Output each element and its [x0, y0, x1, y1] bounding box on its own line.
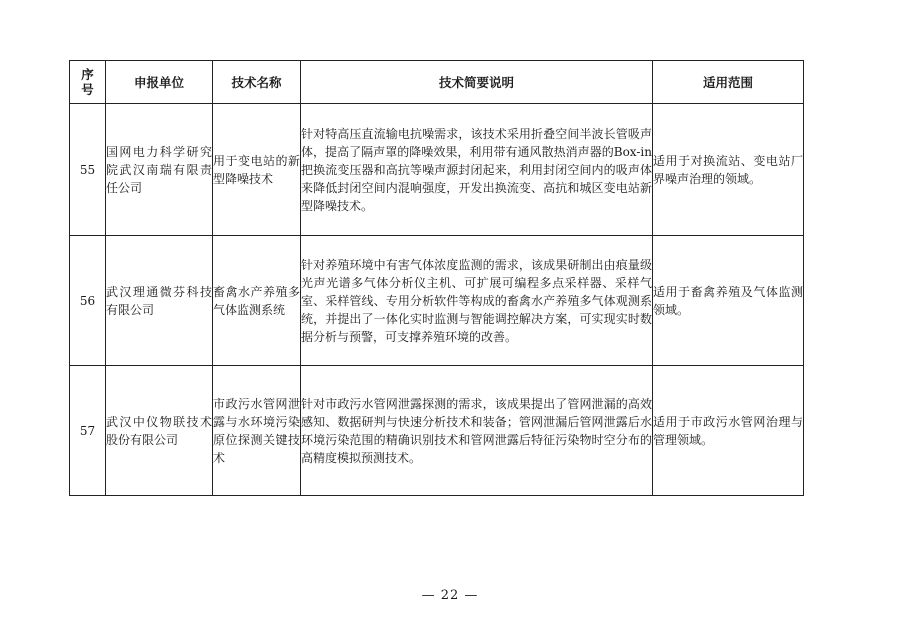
row-technology-description: 针对特高压直流输电抗噪需求，该技术采用折叠空间半波长管吸声体，提高了隔声罩的降噪效果，利用带有通风散热消声器的Box-in把换流变压器和高抗等噪声源封闭起来，利用封闭空间内的吸声体来降低封闭空间内混响强度，开发出换流变、高抗和城区变电站新型降噪技术。 [301, 104, 653, 236]
header-serial-number: 序 号 [70, 61, 106, 104]
header-application-scope: 适用范围 [653, 61, 804, 104]
row-application-scope: 适用于畜禽养殖及气体监测领域。 [653, 236, 804, 366]
row-technology-description: 针对市政污水管网泄露探测的需求，该成果提出了管网泄漏的高效感知、数据研判与快速分析技术和装备；管网泄漏后管网泄露后水环境污染范围的精确识别技术和管网泄露后特征污染物时空分布的高精度模拟预测技术。 [301, 366, 653, 496]
row-number: 57 [70, 366, 106, 496]
table-row [70, 366, 804, 496]
row-applicant-unit: 国网电力科学研究院武汉南瑞有限责任公司 [106, 104, 213, 236]
header-applicant-unit: 申报单位 [106, 61, 213, 104]
header-technology-name: 技术名称 [213, 61, 301, 104]
table-row [70, 236, 804, 366]
page-number: — 22 — [421, 588, 479, 603]
table-header-row [70, 61, 804, 104]
header-technology-description: 技术简要说明 [301, 61, 653, 104]
row-application-scope: 适用于市政污水管网治理与管理领域。 [653, 366, 804, 496]
table-row [70, 104, 804, 236]
row-technology-name: 畜禽水产养殖多气体监测系统 [213, 236, 301, 366]
row-applicant-unit: 武汉中仪物联技术股份有限公司 [106, 366, 213, 496]
technology-table [69, 60, 804, 496]
row-application-scope: 适用于对换流站、变电站厂界噪声治理的领域。 [653, 104, 804, 236]
row-number: 55 [70, 104, 106, 236]
row-technology-name: 市政污水管网泄露与水环境污染原位探测关键技术 [213, 366, 301, 496]
row-technology-description: 针对养殖环境中有害气体浓度监测的需求，该成果研制出由痕量级光声光谱多气体分析仪主机、可扩展可编程多点采样器、采样气室、采样管线、专用分析软件等构成的畜禽水产养殖多气体观测系统，并提出了一体化实时监测与智能调控解决方案，可实现实时数据分析与预警，可支撑养殖环境的改善。 [301, 236, 653, 366]
row-applicant-unit: 武汉理通微芬科技有限公司 [106, 236, 213, 366]
row-number: 56 [70, 236, 106, 366]
row-technology-name: 用于变电站的新型降噪技术 [213, 104, 301, 236]
